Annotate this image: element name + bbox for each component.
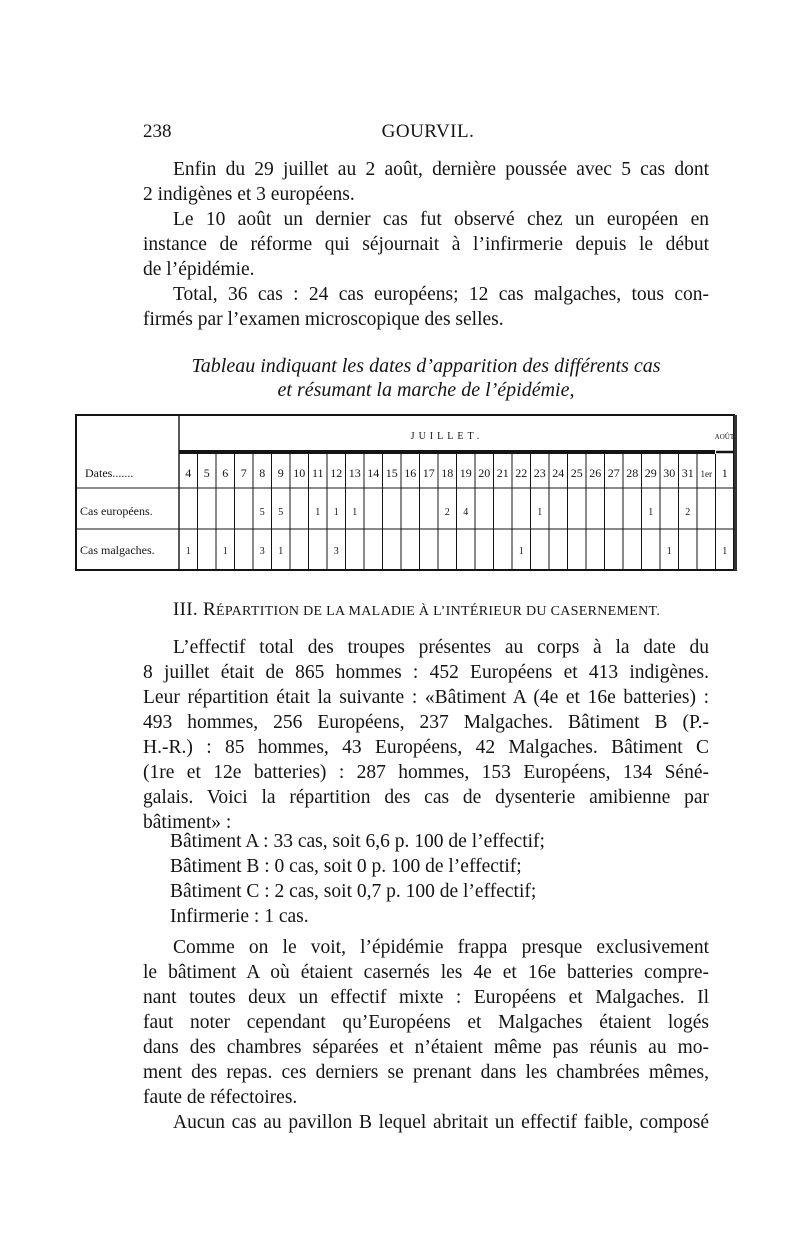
body-paragraph-2 — [143, 935, 709, 1110]
text-line: firmés par l’examen microscopique des selles. — [143, 309, 504, 330]
date-cell: 19 — [459, 466, 472, 480]
date-cell: 17 — [422, 466, 435, 480]
list-item: Infirmerie : 1 cas. — [170, 906, 309, 927]
text-line: H.-R.) : 85 hommes, 43 Européens, 42 Malgaches. Bâtiment C — [143, 737, 709, 758]
text-line: de l’épidémie. — [143, 259, 255, 280]
date-cell: 7 — [240, 466, 247, 480]
list-item: Bâtiment C : 2 cas, soit 0,7 p. 100 de l’effectif; — [170, 881, 537, 902]
month-label-aout: AOÛT. — [714, 433, 736, 441]
date-cell: 5 — [203, 466, 210, 480]
running-head — [143, 121, 713, 147]
text-line: galais. Voici la répartition des cas de dysenterie amibienne par — [143, 787, 709, 808]
malgaches-cell: 1 — [666, 546, 672, 557]
date-cell: 1er — [700, 469, 712, 479]
text-line: Total, 36 cas : 24 cas européens; 12 cas malgaches, tous con- — [173, 284, 709, 305]
row-label-malgaches: Cas malgaches. — [80, 543, 155, 557]
date-cell: 18 — [441, 466, 454, 480]
intro-paragraph-2 — [143, 207, 709, 282]
case-distribution-list — [170, 829, 690, 929]
text-line: instance de réforme qui séjournait à l’infirmerie depuis le début — [143, 234, 709, 255]
text-line: faut noter cependant qu’Européens et Malgaches étaient logés — [143, 1012, 709, 1033]
malgaches-cell: 3 — [259, 546, 265, 557]
text-line: (1re et 12e batteries) : 287 hommes, 153 Européens, 134 Séné- — [143, 762, 709, 783]
row-label-dates: Dates....... — [85, 466, 134, 480]
table-cells — [185, 454, 728, 570]
text-line: le bâtiment A où étaient casernés les 4e et 16e batteries compre- — [143, 962, 709, 983]
date-cell: 31 — [681, 466, 694, 480]
month-label-juillet: JUILLET. — [410, 431, 484, 442]
europeens-cell: 1 — [648, 507, 654, 518]
date-cell: 21 — [496, 466, 509, 480]
date-cell: 10 — [293, 466, 306, 480]
date-cell: 12 — [330, 466, 343, 480]
table-border — [76, 415, 734, 570]
caption-line-1: Tableau indiquant les dates d’apparition des différents cas — [191, 355, 661, 377]
intro-paragraph-3 — [143, 282, 709, 332]
malgaches-cell: 1 — [518, 546, 524, 557]
text-line: Aucun cas au pavillon B lequel abritait un effectif faible, composé — [173, 1112, 709, 1133]
text-line: 493 hommes, 256 Européens, 237 Malgaches. Bâtiment B (P.- — [143, 712, 709, 733]
text-line: nant toutes deux un effectif mixte : Européens et Malgaches. Il — [143, 987, 709, 1008]
text-line: Leur répartition était la suivante : «Bâtiment A (4e et 16e batteries) : — [143, 687, 709, 708]
text-line: dans des chambres séparées et n’étaient même pas réunis au mo- — [143, 1037, 709, 1058]
text-line: faute de réfectoires. — [143, 1087, 298, 1108]
date-cell: 30 — [663, 466, 676, 480]
date-cell: 1 — [721, 466, 728, 480]
section-number: III. — [173, 599, 198, 620]
europeens-cell: 2 — [444, 507, 450, 518]
malgaches-cell: 1 — [222, 546, 228, 557]
intro-paragraph-1 — [143, 157, 709, 207]
malgaches-cell: 1 — [185, 546, 191, 557]
date-cell: 14 — [367, 466, 380, 480]
text-line: 2 indigènes et 3 européens. — [143, 184, 355, 205]
text-line: ment des repas. ces derniers se prenant dans les chambrées mêmes, — [143, 1062, 709, 1083]
europeens-cell: 5 — [278, 507, 284, 518]
date-cell: 24 — [552, 466, 565, 480]
date-cell: 4 — [185, 466, 192, 480]
section-heading — [173, 599, 660, 621]
body-paragraph-3 — [143, 1110, 709, 1135]
date-cell: 26 — [589, 466, 602, 480]
europeens-cell: 1 — [537, 507, 543, 518]
text-line: Enfin du 29 juillet au 2 août, dernière poussée avec 5 cas dont — [173, 159, 709, 180]
europeens-cell: 1 — [333, 507, 339, 518]
page-number: 238 — [143, 121, 172, 142]
europeens-cell: 1 — [315, 507, 321, 518]
date-cell: 27 — [607, 466, 620, 480]
date-cell: 9 — [277, 466, 284, 480]
body-paragraph-1 — [143, 635, 709, 835]
caption-line-2: et résumant la marche de l’épidémie, — [277, 379, 575, 401]
row-label-europeens: Cas européens. — [80, 504, 153, 518]
date-cell: 6 — [222, 466, 229, 480]
epidemic-table — [75, 414, 737, 572]
europeens-cell: 5 — [259, 507, 265, 518]
date-cell: 11 — [311, 466, 324, 480]
date-cell: 29 — [644, 466, 657, 480]
europeens-cell: 1 — [352, 507, 358, 518]
text-line: Le 10 août un dernier cas fut observé chez un européen en — [173, 209, 709, 230]
text-line: bâtiment» : — [143, 812, 232, 833]
date-cell: 28 — [626, 466, 639, 480]
date-cell: 15 — [385, 466, 398, 480]
malgaches-cell: 3 — [333, 546, 339, 557]
date-cell: 13 — [348, 466, 361, 480]
europeens-cell: 2 — [685, 507, 691, 518]
running-title: GOURVIL. — [381, 121, 475, 142]
table-caption — [143, 354, 709, 402]
section-title-initial: R — [203, 599, 216, 620]
date-cell: 22 — [515, 466, 528, 480]
date-cell: 20 — [478, 466, 491, 480]
date-cell: 16 — [404, 466, 417, 480]
europeens-cell: 4 — [463, 507, 469, 518]
malgaches-cell: 1 — [722, 546, 728, 557]
text-line: 8 juillet était de 865 hommes : 452 Européens et 413 indigènes. — [143, 662, 709, 683]
list-item: Bâtiment B : 0 cas, soit 0 p. 100 de l’effectif; — [170, 856, 522, 877]
date-cell: 25 — [570, 466, 583, 480]
malgaches-cell: 1 — [278, 546, 284, 557]
section-title: ÉPARTITION DE LA MALADIE À L’INTÉRIEUR DU CASERNEMENT. — [215, 604, 661, 619]
epidemic-table-grid — [75, 414, 737, 572]
date-cell: 8 — [259, 466, 266, 480]
text-line: Comme on le voit, l’épidémie frappa presque exclusivement — [173, 937, 709, 958]
date-cell: 23 — [533, 466, 546, 480]
list-item: Bâtiment A : 33 cas, soit 6,6 p. 100 de l’effectif; — [170, 831, 545, 852]
text-line: L’effectif total des troupes présentes au corps à la date du — [173, 637, 709, 658]
